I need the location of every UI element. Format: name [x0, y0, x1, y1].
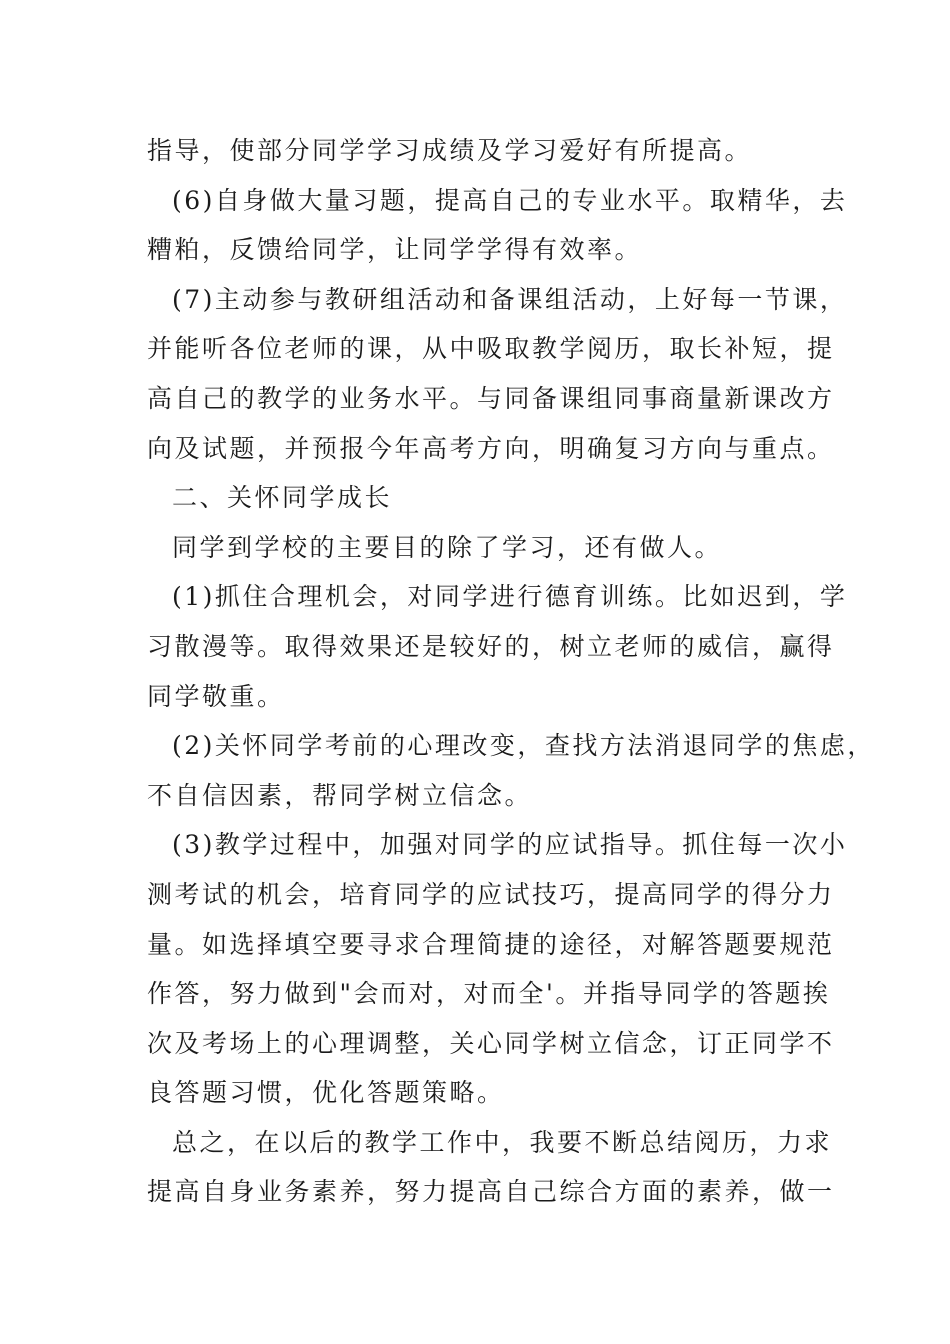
text-line: 高自己的教学的业务水平。与同备课组同事商量新课改方	[147, 383, 835, 413]
text-line: 测考试的机会，培育同学的应试技巧，提高同学的得分力	[147, 879, 835, 909]
text-line: (2)关怀同学考前的心理改变，查找方法消退同学的焦虑，	[172, 731, 875, 761]
text-line: (3)教学过程中，加强对同学的应试指导。抓住每一次小	[172, 830, 848, 860]
text-line: 总之，在以后的教学工作中，我要不断总结阅历，力求	[172, 1127, 833, 1157]
text-line: 次及考场上的心理调整，关心同学树立信念，订正同学不	[147, 1028, 835, 1058]
paragraph-s2-item-2	[147, 721, 875, 820]
text-line: 并能听各位老师的课，从中吸取教学阅历，取长补短，提	[147, 334, 835, 364]
paragraph-s2-item-1	[147, 572, 848, 721]
text-line: 提高自身业务素养，努力提高自己综合方面的素养，做一	[147, 1177, 835, 1207]
text-line: 糟粕，反馈给同学，让同学学得有效率。	[147, 235, 643, 265]
paragraph-s2-item-3	[147, 820, 848, 1118]
section-heading-care-for-students	[147, 473, 817, 523]
text-line: 不自信因素，帮同学树立信念。	[147, 780, 533, 810]
paragraph-item-6	[147, 176, 848, 275]
paragraph-conclusion	[147, 1118, 835, 1217]
text-line: 同学到学校的主要目的除了学习，还有做人。	[172, 532, 723, 562]
paragraph-item-7	[147, 275, 848, 473]
text-line: 指导，使部分同学学习成绩及学习爱好有所提高。	[147, 136, 753, 165]
text-line: (7)主动参与教研组活动和备课组活动，上好每一节课，	[172, 284, 848, 314]
text-line: 作答，努力做到"会而对，对而全'。并指导同学的答题挨	[147, 979, 831, 1009]
paragraph-guidance-end	[147, 126, 817, 176]
document-body	[147, 126, 875, 1217]
text-line: (1)抓住合理机会，对同学进行德育训练。比如迟到，学	[172, 582, 848, 612]
text-line: 同学敬重。	[147, 681, 285, 711]
text-line: 良答题习惯，优化答题策略。	[147, 1078, 505, 1108]
text-line: (6)自身做大量习题，提高自己的专业水平。取精华，去	[172, 185, 848, 215]
section-heading-text: 二、关怀同学成长	[172, 483, 393, 513]
paragraph-section-2-intro	[147, 523, 817, 573]
text-line: 量。如选择填空要寻求合理简捷的途径，对解答题要规范	[147, 929, 835, 959]
text-line: 向及试题，并预报今年高考方向，明确复习方向与重点。	[147, 433, 835, 463]
text-line: 习散漫等。取得效果还是较好的，树立老师的威信，赢得	[147, 631, 835, 661]
